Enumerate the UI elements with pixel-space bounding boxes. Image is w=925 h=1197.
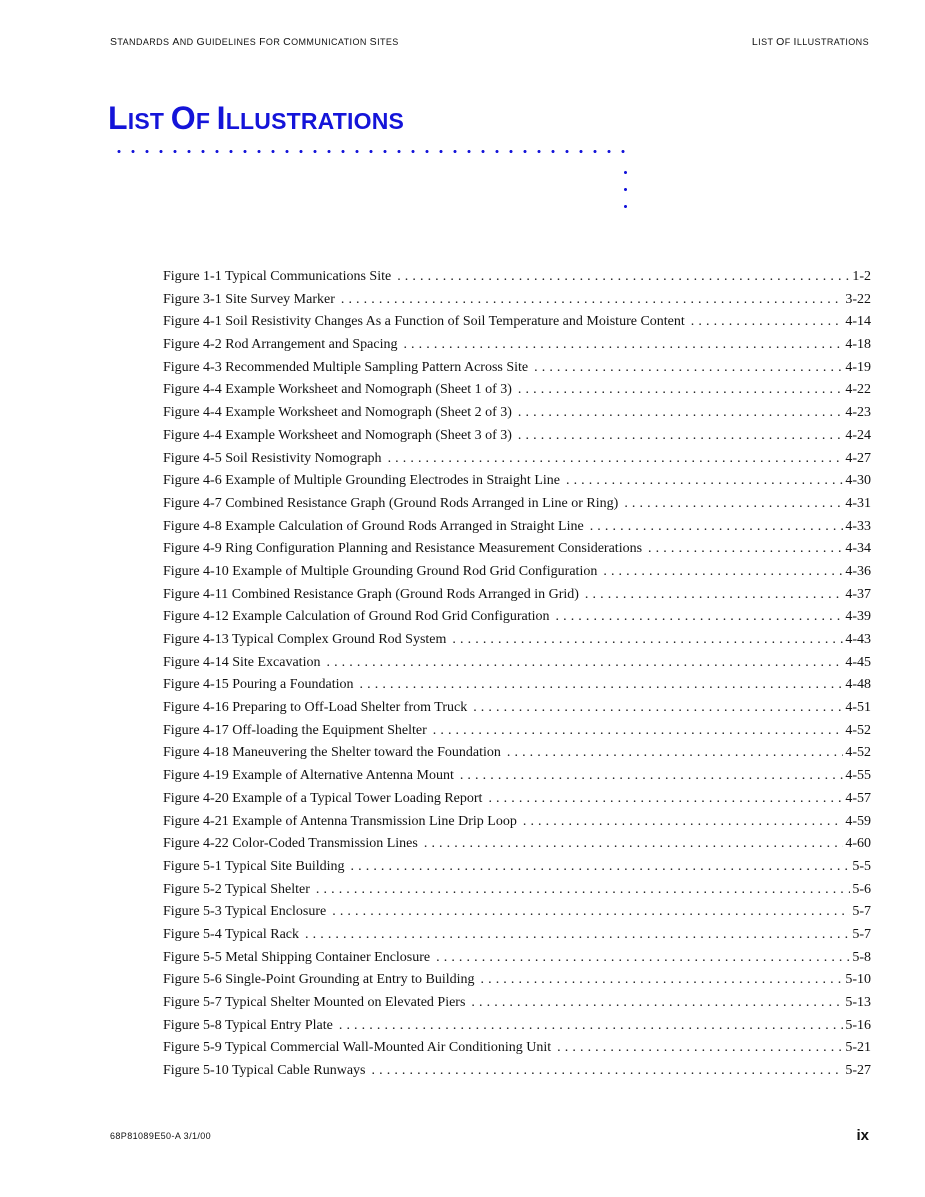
toc-entry-label: Figure 4-4 Example Worksheet and Nomograph (Sheet 1 of 3) — [163, 382, 512, 398]
toc-entry[interactable] — [163, 428, 871, 451]
toc-entry[interactable] — [163, 904, 871, 927]
footer-doc-id: 68P81089E50-A 3/1/00 — [110, 1131, 212, 1141]
toc-entry-page: 5-7 — [852, 904, 871, 920]
toc-entry-label: Figure 5-3 Typical Enclosure — [163, 904, 327, 920]
dot-leader — [523, 814, 843, 830]
dot-leader — [590, 519, 844, 535]
dot-leader — [518, 382, 843, 398]
toc-entry[interactable] — [163, 745, 871, 768]
toc-entry-label: Figure 4-4 Example Worksheet and Nomograph (Sheet 3 of 3) — [163, 427, 512, 443]
toc-entry-label: Figure 5-6 Single-Point Grounding at Entry to Building — [163, 972, 475, 988]
dot-leader — [332, 904, 850, 920]
running-header-left: STANDARDS AND GUIDELINES FOR COMMUNICATION SITES — [110, 36, 399, 48]
toc-entry[interactable] — [163, 541, 871, 564]
toc-entry-label: Figure 4-9 Ring Configuration Planning and Resistance Measurement Considerations — [163, 541, 643, 557]
toc-entry-label: Figure 5-7 Typical Shelter Mounted on Elevated Piers — [163, 995, 466, 1010]
toc-entry-page: 5-5 — [852, 858, 871, 874]
dot-leader — [305, 927, 850, 943]
toc-entry[interactable] — [163, 768, 871, 791]
toc-entry-page: 5-27 — [845, 1063, 871, 1079]
toc-entry-label: Figure 5-4 Typical Rack — [163, 926, 300, 942]
toc-entry-page: 4-23 — [845, 405, 871, 421]
toc-entry-page: 4-45 — [845, 654, 871, 670]
illustrations-list — [163, 269, 871, 1086]
toc-entry-label: Figure 5-9 Typical Commercial Wall-Mounted Air Conditioning Unit — [163, 1040, 552, 1056]
dot-leader — [691, 314, 844, 330]
toc-entry-label: Figure 4-14 Site Excavation — [163, 654, 321, 670]
dot-leader — [507, 745, 843, 761]
page-number: ix — [856, 1127, 869, 1144]
toc-entry-label: Figure 4-11 Combined Resistance Graph (Ground Rods Arranged in Grid) — [163, 586, 579, 602]
dot-leader — [360, 677, 844, 693]
dot-leader — [372, 1063, 844, 1079]
toc-entry-label: Figure 4-8 Example Calculation of Ground Rods Arranged in Straight Line — [163, 518, 584, 534]
toc-entry[interactable] — [163, 473, 871, 496]
toc-entry[interactable] — [163, 632, 871, 655]
toc-entry[interactable] — [163, 360, 871, 383]
toc-entry-page: 4-33 — [845, 518, 871, 534]
toc-entry-page: 4-14 — [845, 314, 871, 330]
toc-entry-page: 5-21 — [845, 1040, 871, 1056]
toc-entry-label: Figure 4-2 Rod Arrangement and Spacing — [163, 337, 398, 353]
toc-entry-page: 5-7 — [852, 926, 871, 942]
toc-entry-page: 4-51 — [845, 700, 871, 716]
dot-leader — [326, 655, 843, 671]
dot-leader — [518, 428, 843, 444]
toc-entry[interactable] — [163, 791, 871, 814]
dot-leader — [436, 950, 850, 966]
toc-entry-page: 4-27 — [845, 450, 871, 466]
toc-entry-page: 4-30 — [845, 473, 871, 489]
dot-leader — [351, 859, 851, 875]
toc-entry-label: Figure 4-15 Pouring a Foundation — [163, 677, 354, 693]
dot-leader — [624, 496, 843, 512]
toc-entry[interactable] — [163, 451, 871, 474]
dot-leader — [452, 632, 843, 648]
toc-entry-label: Figure 4-5 Soil Resistivity Nomograph — [163, 450, 382, 466]
toc-entry-page: 4-37 — [845, 586, 871, 602]
toc-entry-page: 1-2 — [852, 269, 871, 284]
toc-entry-label: Figure 1-1 Typical Communications Site — [163, 269, 392, 284]
toc-entry[interactable] — [163, 564, 871, 587]
toc-entry-label: Figure 4-21 Example of Antenna Transmission Line Drip Loop — [163, 813, 517, 829]
title-dotted-rule — [112, 150, 630, 153]
toc-entry-page: 3-22 — [845, 291, 871, 307]
toc-entry-label: Figure 5-2 Typical Shelter — [163, 881, 310, 897]
dot-leader — [556, 609, 844, 625]
toc-entry-page: 4-52 — [845, 722, 871, 738]
toc-entry-page: 4-60 — [845, 836, 871, 852]
toc-entry-label: Figure 3-1 Site Survey Marker — [163, 291, 335, 307]
toc-entry-label: Figure 4-17 Off-loading the Equipment Shelter — [163, 722, 427, 738]
dot-leader — [341, 292, 843, 308]
toc-entry[interactable] — [163, 1063, 871, 1086]
dot-leader — [339, 1018, 843, 1034]
toc-entry-page: 4-31 — [845, 495, 871, 511]
toc-entry[interactable] — [163, 836, 871, 859]
dot-leader — [648, 541, 843, 557]
toc-entry-page: 5-8 — [852, 949, 871, 965]
toc-entry[interactable] — [163, 587, 871, 610]
dot-leader — [557, 1040, 843, 1056]
toc-entry-label: Figure 4-19 Example of Alternative Antenna Mount — [163, 768, 454, 784]
toc-entry-label: Figure 4-20 Example of a Typical Tower Loading Report — [163, 790, 483, 806]
toc-entry[interactable] — [163, 950, 871, 973]
toc-entry-label: Figure 4-7 Combined Resistance Graph (Ground Rods Arranged in Line or Ring) — [163, 495, 619, 511]
toc-entry-page: 5-10 — [845, 972, 871, 988]
toc-entry-page: 4-55 — [845, 768, 871, 784]
dot-leader — [460, 768, 844, 784]
dot-leader — [603, 564, 843, 580]
toc-entry-page: 4-57 — [845, 790, 871, 806]
toc-entry-label: Figure 5-8 Typical Entry Plate — [163, 1017, 333, 1033]
toc-entry[interactable] — [163, 519, 871, 542]
toc-entry-page: 4-59 — [845, 813, 871, 829]
toc-entry[interactable] — [163, 723, 871, 746]
toc-entry[interactable] — [163, 882, 871, 905]
toc-entry-page: 4-43 — [845, 632, 871, 647]
toc-entry-page: 4-24 — [845, 427, 871, 443]
toc-entry-label: Figure 4-22 Color-Coded Transmission Lines — [163, 836, 418, 852]
dot-leader — [566, 473, 843, 489]
toc-entry-page: 4-39 — [845, 609, 871, 625]
toc-entry-label: Figure 4-4 Example Worksheet and Nomograph (Sheet 2 of 3) — [163, 405, 512, 421]
toc-entry-label: Figure 4-12 Example Calculation of Ground Rod Grid Configuration — [163, 609, 550, 625]
toc-entry[interactable] — [163, 927, 871, 950]
dot-leader — [403, 337, 843, 353]
toc-entry-page: 5-16 — [845, 1017, 871, 1033]
toc-entry[interactable] — [163, 609, 871, 632]
toc-entry-label: Figure 5-1 Typical Site Building — [163, 858, 345, 874]
toc-entry-label: Figure 4-6 Example of Multiple Grounding Electrodes in Straight Line — [163, 473, 560, 489]
toc-entry-page: 4-36 — [845, 563, 871, 579]
dot-leader — [585, 587, 843, 603]
dot-leader — [471, 995, 843, 1011]
dot-leader — [481, 972, 844, 988]
dot-leader — [518, 405, 843, 421]
dot-leader — [424, 836, 843, 852]
toc-entry[interactable] — [163, 405, 871, 428]
dot-leader — [534, 360, 843, 376]
toc-entry[interactable] — [163, 1040, 871, 1063]
toc-entry-page: 4-22 — [845, 382, 871, 398]
dot-leader — [433, 723, 844, 739]
dot-leader — [488, 791, 843, 807]
toc-entry-page: 4-19 — [845, 359, 871, 375]
dot-leader — [473, 700, 843, 716]
toc-entry-page: 4-34 — [845, 541, 871, 557]
running-header-right: LIST OF ILLUSTRATIONS — [751, 36, 869, 48]
toc-entry-label: Figure 4-3 Recommended Multiple Sampling Pattern Across Site — [163, 359, 529, 375]
title-dotted-drop — [624, 164, 627, 216]
toc-entry-label: Figure 4-16 Preparing to Off-Load Shelter from Truck — [163, 700, 468, 716]
toc-entry[interactable] — [163, 337, 871, 360]
toc-entry[interactable] — [163, 859, 871, 882]
page-title: LIST OF ILLUSTRATIONS — [108, 100, 405, 136]
toc-entry[interactable] — [163, 314, 871, 337]
toc-entry[interactable] — [163, 972, 871, 995]
toc-entry-label: Figure 4-1 Soil Resistivity Changes As a Function of Soil Temperature and Moisture Content — [163, 314, 685, 330]
toc-entry[interactable] — [163, 655, 871, 678]
toc-entry-label: Figure 5-10 Typical Cable Runways — [163, 1063, 366, 1079]
dot-leader — [397, 269, 850, 285]
toc-entry-label: Figure 4-10 Example of Multiple Grounding Ground Rod Grid Configuration — [163, 563, 598, 579]
toc-entry[interactable] — [163, 700, 871, 723]
toc-entry-page: 5-13 — [845, 995, 871, 1010]
toc-entry[interactable] — [163, 382, 871, 405]
toc-entry-label: Figure 4-13 Typical Complex Ground Rod System — [163, 632, 447, 647]
toc-entry[interactable] — [163, 496, 871, 519]
toc-entry[interactable] — [163, 677, 871, 700]
toc-entry-page: 4-52 — [845, 745, 871, 761]
toc-entry[interactable] — [163, 1018, 871, 1041]
toc-entry-label: Figure 4-18 Maneuvering the Shelter toward the Foundation — [163, 745, 501, 761]
dot-leader — [316, 882, 850, 898]
toc-entry-page: 5-6 — [852, 881, 871, 897]
dot-leader — [388, 451, 844, 467]
toc-entry[interactable] — [163, 995, 871, 1018]
toc-entry[interactable] — [163, 292, 871, 315]
toc-entry-label: Figure 5-5 Metal Shipping Container Enclosure — [163, 949, 431, 965]
toc-entry-page: 4-18 — [845, 337, 871, 353]
toc-entry[interactable] — [163, 814, 871, 837]
toc-entry-page: 4-48 — [845, 677, 871, 693]
toc-entry[interactable] — [163, 269, 871, 292]
